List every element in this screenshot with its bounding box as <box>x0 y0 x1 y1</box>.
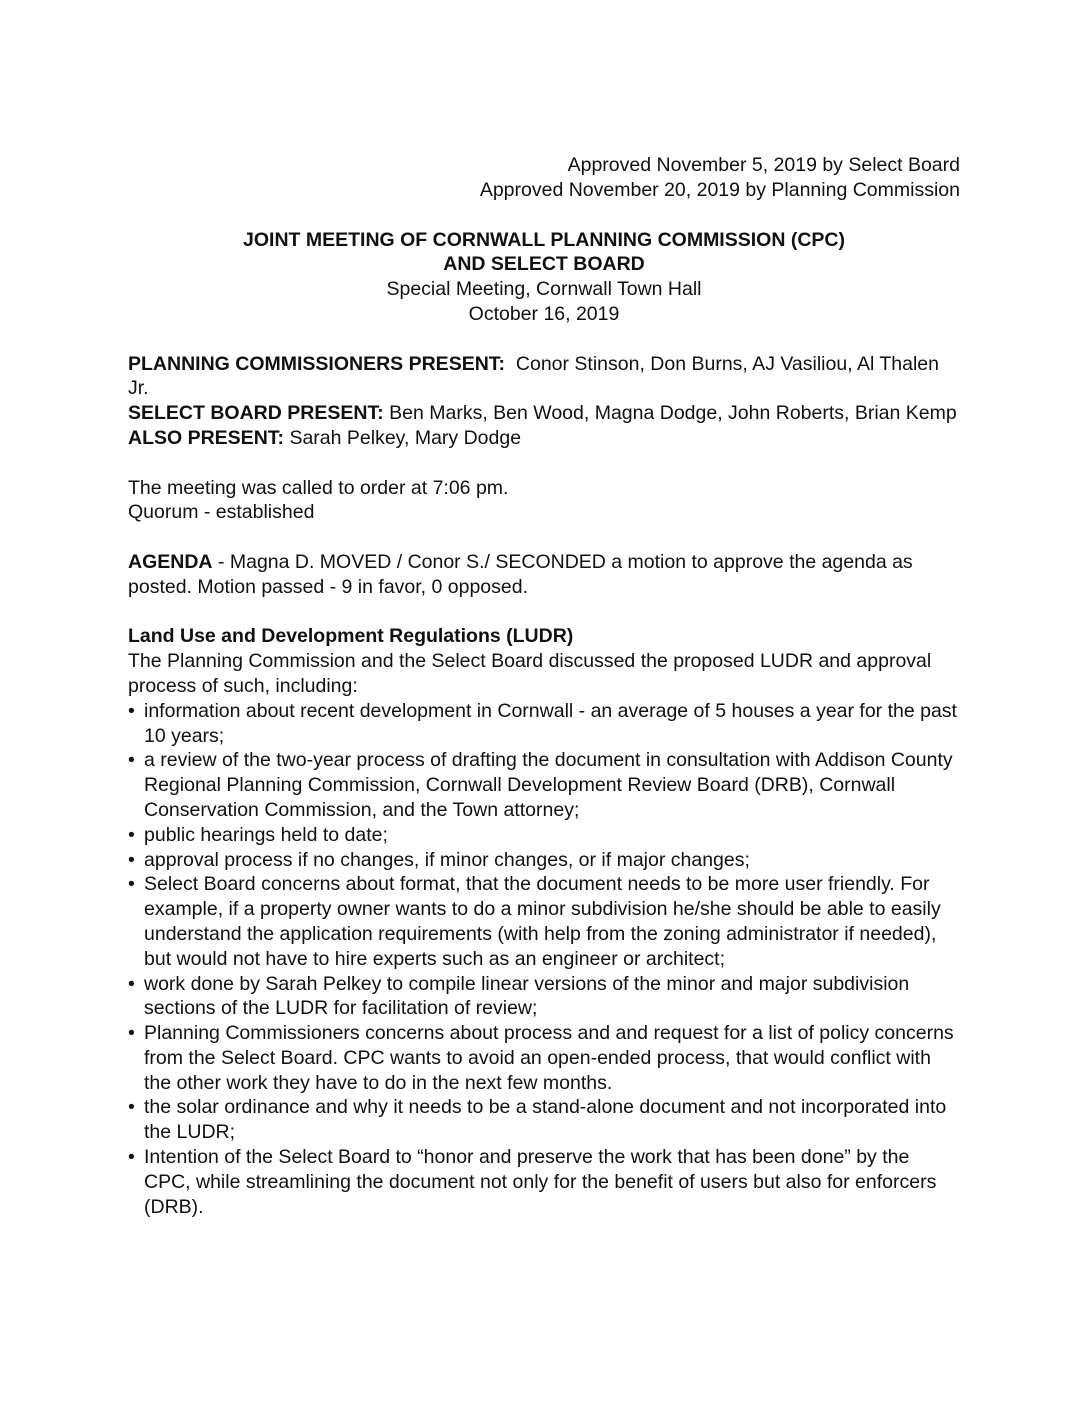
agenda-text: - Magna D. MOVED / Conor S./ SECONDED a motion to approve the agenda as posted. Motion passed - 9 in favor, 0 opposed. <box>128 550 913 598</box>
list-item <box>128 972 960 1022</box>
select-board-names: Ben Marks, Ben Wood, Magna Dodge, John Roberts, Brian Kemp <box>389 402 957 425</box>
bullet: • <box>128 699 135 722</box>
also-present <box>128 426 960 451</box>
ludr-intro: The Planning Commission and the Select Board discussed the proposed LUDR and approval process of such, including: <box>128 650 932 697</box>
bullet: • <box>128 1022 135 1045</box>
list-item <box>128 748 960 822</box>
ludr-section <box>128 624 960 1219</box>
list-item <box>128 848 960 873</box>
ludr-discussion-list <box>128 699 960 1220</box>
document-page <box>128 153 960 1219</box>
agenda-label: AGENDA <box>128 550 213 573</box>
select-board-label: SELECT BOARD PRESENT: <box>128 402 384 425</box>
list-item <box>128 699 960 749</box>
list-item-text: a review of the two-year process of drafting the document in consultation with Addison County Regional Planning Commission, Cornwall Development Review Board (DRB), Cornwall Conservation Commission, and the Town attorney; <box>144 749 953 821</box>
meeting-title-line-1: JOINT MEETING OF CORNWALL PLANNING COMMISSION (CPC) <box>243 228 845 251</box>
approval-block <box>128 153 960 203</box>
list-item <box>128 1145 960 1219</box>
bullet: • <box>128 823 135 846</box>
called-to-order: The meeting was called to order at 7:06 pm. <box>128 476 509 499</box>
bullet: • <box>128 1096 135 1119</box>
list-item-text: approval process if no changes, if minor changes, or if major changes; <box>144 848 750 871</box>
meeting-heading <box>128 228 960 327</box>
list-item <box>128 823 960 848</box>
approval-select-board: Approved November 5, 2019 by Select Board <box>567 154 960 176</box>
ludr-heading: Land Use and Development Regulations (LUDR) <box>128 625 574 648</box>
bullet: • <box>128 848 135 871</box>
approval-planning-commission: Approved November 20, 2019 by Planning Commission <box>479 178 960 201</box>
also-present-names: Sarah Pelkey, Mary Dodge <box>289 426 522 449</box>
list-item-text: the solar ordinance and why it needs to be a stand-alone document and not incorporated into the LUDR; <box>144 1096 947 1144</box>
list-item-text: public hearings held to date; <box>144 823 388 846</box>
bullet: • <box>128 749 135 772</box>
agenda-motion <box>128 550 960 600</box>
list-item <box>128 1095 960 1145</box>
meeting-title-line-2: AND SELECT BOARD <box>443 253 645 276</box>
list-item-text: Select Board concerns about format, that the document needs to be more user friendly. For example, if a property owner wants to do a minor subdivision he/she should be able to easily understand the application requirements (with help from the zoning administrator if needed), but would not have to hire experts such as an engineer or architect; <box>144 873 941 970</box>
attendance-section <box>128 352 960 451</box>
quorum-status: Quorum - established <box>128 501 315 524</box>
select-board-present <box>128 401 960 426</box>
list-item <box>128 1021 960 1095</box>
list-item-text: Intention of the Select Board to “honor and preserve the work that has been done” by the CPC, while streamlining the document not only for the benefit of users but also for enforcers (DRB). <box>144 1146 937 1218</box>
meeting-subtitle: Special Meeting, Cornwall Town Hall <box>386 278 702 301</box>
bullet: • <box>128 873 135 896</box>
planning-commissioners-names: Conor Stinson, Don Burns, AJ Vasiliou, Al Thalen Jr. <box>128 352 939 400</box>
bullet: • <box>128 972 135 995</box>
also-present-label: ALSO PRESENT: <box>128 426 285 449</box>
bullet: • <box>128 1146 135 1169</box>
list-item-text: work done by Sarah Pelkey to compile linear versions of the minor and major subdivision sections of the LUDR for facilitation of review; <box>144 972 910 1020</box>
planning-commissioners-present <box>128 352 960 402</box>
planning-commissioners-label: PLANNING COMMISSIONERS PRESENT: <box>128 352 506 375</box>
opening-section <box>128 476 960 526</box>
list-item-text: information about recent development in Cornwall - an average of 5 houses a year for the past 10 years; <box>144 699 957 747</box>
list-item-text: Planning Commissioners concerns about process and and request for a list of policy concerns from the Select Board. CPC wants to avoid an open-ended process, that would conflict with the other work they have to do in the next few months. <box>144 1022 954 1094</box>
list-item <box>128 872 960 971</box>
meeting-date: October 16, 2019 <box>468 302 620 325</box>
